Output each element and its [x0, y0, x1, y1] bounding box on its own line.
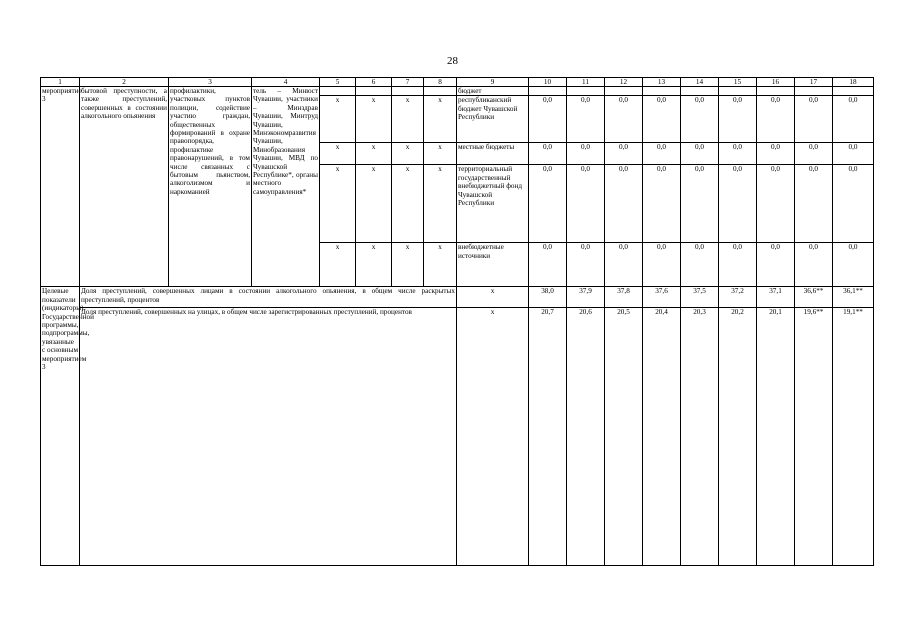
value-cell: 0,0 — [605, 165, 643, 243]
indicator-text: Доля преступлений, совершенных лицами в состоянии алкогольного опьянения, в общем числе раскрытых преступлений, процентов — [80, 287, 457, 308]
indicator-value: 37,5 — [681, 287, 719, 308]
column-number-row — [41, 78, 874, 87]
value-cell: 0,0 — [643, 96, 681, 143]
funding-source: бюджет — [457, 87, 529, 96]
indicator-value: 37,2 — [719, 287, 757, 308]
value-cell: 0,0 — [757, 165, 795, 243]
header-cell: 3 — [169, 78, 252, 87]
funding-source: республиканский бюджет Чувашской Республики — [457, 96, 529, 143]
code-cell: x — [356, 243, 392, 287]
value-cell: 0,0 — [719, 143, 757, 165]
value-cell: 0,0 — [567, 243, 605, 287]
indicator-row — [41, 308, 874, 566]
header-cell: 18 — [833, 78, 874, 87]
indicator-value: 19,1** — [833, 308, 874, 566]
header-cell: 8 — [424, 78, 457, 87]
code-cell: x — [320, 96, 356, 143]
funding-source: местные бюджеты — [457, 143, 529, 165]
indicator-value: 20,5 — [605, 308, 643, 566]
code-cell: x — [392, 143, 424, 165]
header-cell: 9 — [457, 78, 529, 87]
code-cell: x — [356, 96, 392, 143]
value-cell: 0,0 — [757, 143, 795, 165]
funding-source: внебюджетные источники — [457, 243, 529, 287]
code-cell: x — [392, 96, 424, 143]
page-number: 28 — [447, 55, 458, 67]
value-cell: 0,0 — [529, 243, 567, 287]
value-cell: 0,0 — [605, 143, 643, 165]
value-cell: 0,0 — [681, 96, 719, 143]
indicator-value: 20,1 — [757, 308, 795, 566]
header-cell: 1 — [41, 78, 80, 87]
value-cell: 0,0 — [643, 243, 681, 287]
value-cell: 0,0 — [681, 165, 719, 243]
code-cell: x — [424, 96, 457, 143]
value-cell: 0,0 — [529, 165, 567, 243]
value-cell: 0,0 — [681, 243, 719, 287]
value-cell: 0,0 — [605, 243, 643, 287]
indicator-value: 37,6 — [643, 287, 681, 308]
indicators-label: Целевые показатели (индикаторы) Государственной программы, подпрограммы, увязанные с основным мероприятием 3 — [41, 287, 80, 566]
header-cell: 17 — [795, 78, 833, 87]
code-cell: x — [424, 165, 457, 243]
code-cell: x — [356, 165, 392, 243]
header-cell: 7 — [392, 78, 424, 87]
indicator-code: x — [457, 308, 529, 566]
table-row — [41, 87, 874, 96]
header-cell: 14 — [681, 78, 719, 87]
code-cell: x — [392, 165, 424, 243]
value-cell: 0,0 — [757, 96, 795, 143]
indicator-value: 19,6** — [795, 308, 833, 566]
code-cell: x — [424, 243, 457, 287]
value-cell: 0,0 — [529, 143, 567, 165]
value-cell: 0,0 — [567, 143, 605, 165]
value-cell: 0,0 — [833, 165, 874, 243]
indicator-value: 36,6** — [795, 287, 833, 308]
value-cell: 0,0 — [567, 96, 605, 143]
indicator-value: 37,1 — [757, 287, 795, 308]
indicator-value: 20,2 — [719, 308, 757, 566]
value-cell: 0,0 — [567, 165, 605, 243]
value-cell: 0,0 — [605, 96, 643, 143]
header-cell: 16 — [757, 78, 795, 87]
code-cell: x — [320, 143, 356, 165]
value-cell: 0,0 — [795, 165, 833, 243]
header-cell: 4 — [252, 78, 320, 87]
indicator-text: Доля преступлений, совершенных на улицах, в общем числе зарегистрированных преступлений, процентов — [80, 308, 457, 566]
indicator-value: 36,1** — [833, 287, 874, 308]
code-cell: x — [424, 143, 457, 165]
header-cell: 6 — [356, 78, 392, 87]
value-cell: 0,0 — [719, 243, 757, 287]
funding-source: территориальный государственный внебюджетный фонд Чувашской Республики — [457, 165, 529, 243]
value-cell: 0,0 — [681, 143, 719, 165]
header-cell: 10 — [529, 78, 567, 87]
indicator-value: 37,8 — [605, 287, 643, 308]
event-label: мероприятие 3 — [41, 87, 80, 287]
indicator-code: x — [457, 287, 529, 308]
event-description: профилактики, участковых пунктов полиции, содействие участию граждан, общественных формирований в охране правопорядка, профилактике правонарушений, в том числе связанных с бытовым пьянством, алкоголизмом и наркоманией — [169, 87, 252, 287]
indicator-value: 20,6 — [567, 308, 605, 566]
value-cell: 0,0 — [795, 243, 833, 287]
value-cell: 0,0 — [833, 143, 874, 165]
value-cell: 0,0 — [833, 243, 874, 287]
code-cell: x — [320, 243, 356, 287]
event-executors: тель – Минюст Чувашии, участники – Минздрав Чувашии, Минтруд Чувашии, Минэкономразвития Чувашии, Минобразования Чувашии, МВД по Чувашской Республике*, органы местного самоуправления* — [252, 87, 320, 287]
value-cell: 0,0 — [795, 143, 833, 165]
code-cell: x — [320, 165, 356, 243]
program-table — [40, 77, 874, 566]
value-cell: 0,0 — [529, 96, 567, 143]
event-title: бытовой преступности, а также преступлений, совершенных в состоянии алкогольного опьянения — [80, 87, 169, 287]
indicator-value: 20,3 — [681, 308, 719, 566]
value-cell: 0,0 — [757, 243, 795, 287]
header-cell: 15 — [719, 78, 757, 87]
indicator-value: 20,4 — [643, 308, 681, 566]
code-cell: x — [392, 243, 424, 287]
header-cell: 13 — [643, 78, 681, 87]
header-cell: 2 — [80, 78, 169, 87]
value-cell: 0,0 — [719, 165, 757, 243]
value-cell: 0,0 — [833, 96, 874, 143]
indicator-value: 38,0 — [529, 287, 567, 308]
indicator-row — [41, 287, 874, 308]
code-cell: x — [356, 143, 392, 165]
value-cell: 0,0 — [719, 96, 757, 143]
indicator-value: 37,9 — [567, 287, 605, 308]
header-cell: 12 — [605, 78, 643, 87]
value-cell: 0,0 — [643, 165, 681, 243]
header-cell: 11 — [567, 78, 605, 87]
value-cell: 0,0 — [643, 143, 681, 165]
header-cell: 5 — [320, 78, 356, 87]
value-cell: 0,0 — [795, 96, 833, 143]
indicator-value: 20,7 — [529, 308, 567, 566]
